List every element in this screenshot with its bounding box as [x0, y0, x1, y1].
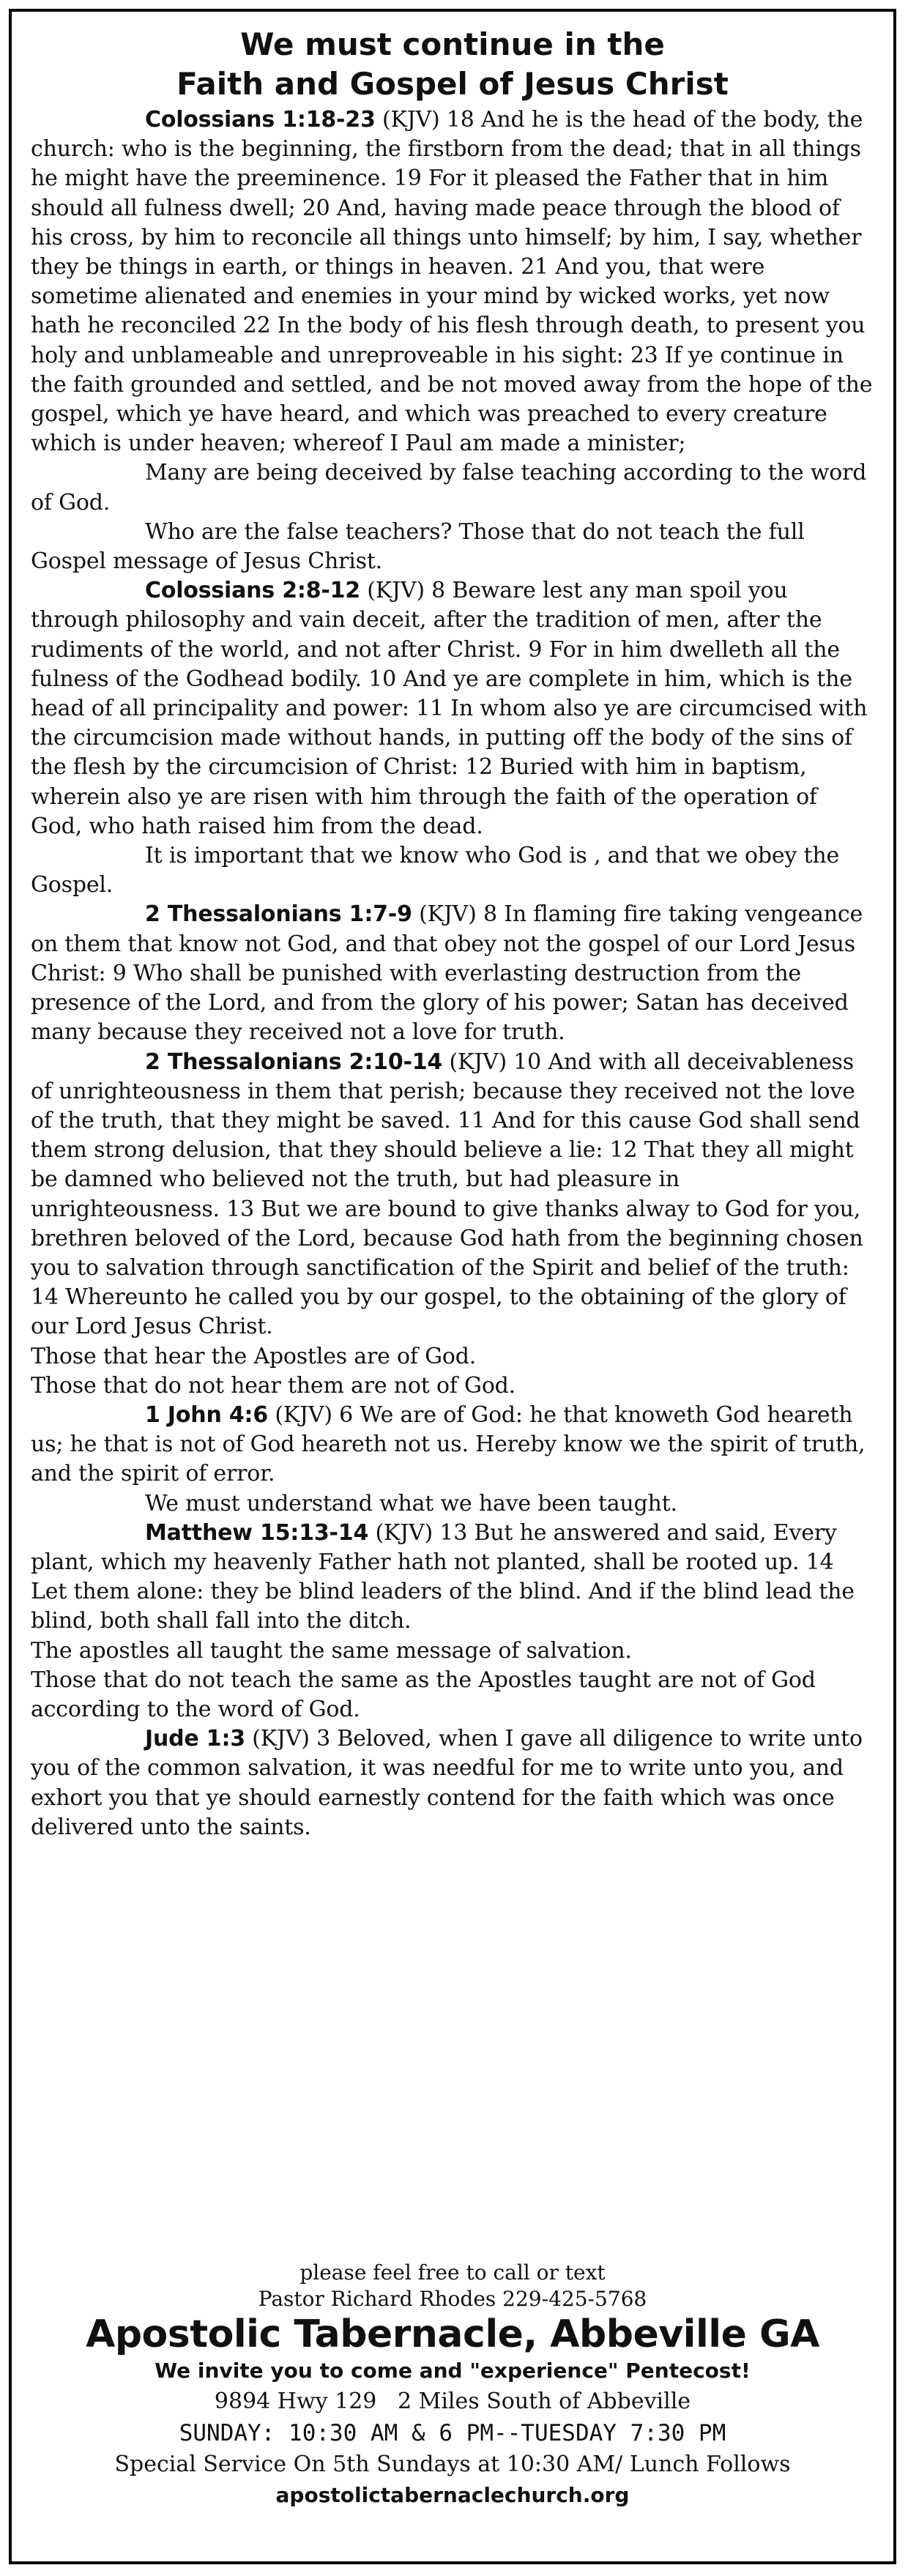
title-line-2: Faith and Gospel of Jesus Christ — [176, 66, 729, 102]
text-paragraph — [31, 1371, 874, 1401]
paragraph-text: Those that do not hear them are not of God. — [31, 1372, 516, 1399]
scripture-paragraph — [31, 1724, 874, 1842]
text-paragraph — [31, 458, 874, 517]
scripture-reference: Matthew 15:13-14 — [145, 1519, 369, 1546]
paragraph-text: Those that hear the Apostles are of God. — [31, 1343, 477, 1369]
paragraph-text: The apostles all taught the same message of salvation. — [31, 1637, 632, 1664]
text-paragraph — [31, 841, 874, 900]
paragraph-text: Many are being deceived by false teaching according to the word of God. — [31, 460, 867, 515]
paragraph-text: (KJV) 18 And he is the head of the body, the church: who is the beginning, the firstborn from the dead; that in all things he might have the preeminence. 19 For it pleased the Father that in him should all fulness dwell; 20 And, having made peace through the blood of his cross, by him to reconcile all things unto himself; by him, I say, whether they be things in earth, or things in heaven. 21 And you, that were sometime alienated and enemies in your mind by wicked works, yet now hath he reconciled 22 In the body of his flesh through death, to present you holy and unblameable and unreproveable in his sight: 23 If ye continue in the faith grounded and settled, and be not moved away from the hope of the gospel, which ye have heard, and which was preached to every creature which is under heaven; whereof I Paul am made a minister; — [31, 107, 873, 457]
church-name: Apostolic Tabernacle, Abbeville GA — [86, 2312, 819, 2356]
text-paragraph — [31, 1666, 874, 1724]
text-paragraph — [31, 1342, 874, 1371]
text-paragraph — [31, 518, 874, 576]
paragraph-text: (KJV) 10 And with all deceivableness of unrighteousness in them that perish; because they received not the love of the truth, that they might be saved. 11 And for this cause God shall send them strong delusion, that they should believe a lie: 12 That they all might be damned who believed not the truth, but had pleasure in unrighteousness. 13 But we are bound to give thanks alway to God for you, brethren beloved of the Lord, because God hath from the beginning chosen you to salvation through sanctification of the Spirit and belief of the truth: 14 Whereunto he called you by our gospel, to the obtaining of the glory of our Lord Jesus Christ. — [31, 1049, 863, 1340]
scripture-paragraph — [31, 1519, 874, 1637]
service-times: SUNDAY: 10:30 AM & 6 PM--TUESDAY 7:30 PM — [179, 2420, 726, 2446]
scripture-paragraph — [31, 1401, 874, 1489]
advertisement-page — [9, 9, 896, 2564]
title-line-1: We must continue in the — [240, 26, 665, 62]
text-paragraph — [31, 1489, 874, 1519]
scripture-paragraph — [31, 105, 874, 458]
scripture-reference: Colossians 2:8-12 — [145, 578, 360, 604]
scripture-reference: Jude 1:3 — [145, 1726, 245, 1752]
address-line: 9894 Hwy 129 2 Miles South of Abbeville — [214, 2389, 691, 2414]
invite-line: We invite you to come and "experience" Pentecost! — [155, 2359, 751, 2383]
special-service: Special Service On 5th Sundays at 10:30 AM/ Lunch Follows — [114, 2452, 791, 2477]
article-content — [31, 25, 874, 1842]
scripture-reference: Colossians 1:18-23 — [145, 107, 376, 133]
paragraph-text: We must understand what we have been taught. — [145, 1490, 677, 1516]
paragraph-text: It is important that we know who God is , and that we obey the Gospel. — [31, 843, 840, 898]
paragraph-text: Who are the false teachers? Those that do not teach the full Gospel message of Jesus Christ. — [31, 518, 805, 575]
paragraph-text: (KJV) 8 In flaming fire taking vengeance on them that know not God, and that obey not the gospel of our Lord Jesus Christ: 9 Who shall be punished with everlasting destruction from the presence of the Lord, and from the glory of his power; Satan has deceived many because they received not a love for truth. — [31, 901, 863, 1046]
paragraph-text: (KJV) 3 Beloved, when I gave all diligence to write unto you of the common salvation, it was needful for me to write unto you, and exhort you that ye should earnestly contend for the faith which was once delivered unto the saints. — [31, 1726, 863, 1840]
scripture-reference: 2 Thessalonians 1:7-9 — [145, 901, 412, 928]
scripture-paragraph — [31, 900, 874, 1047]
contact-line: please feel free to call or text — [299, 2260, 606, 2285]
paragraph-text: (KJV) 8 Beware lest any man spoil you through philosophy and vain deceit, after the tradition of men, after the rudiments of the world, and not after Christ. 9 For in him dwelleth all the fulness of the Godhead bodily. 10 And ye are complete in him, which is the head of all principality and power: 11 In whom also ye are circumcised with the circumcision made without hands, in putting off the body of the sins of the flesh by the circumcision of Christ: 12 Buried with him in baptism, wherein also ye are risen with him through the faith of the operation of God, who hath raised him from the dead. — [31, 578, 868, 839]
pastor-line: Pastor Richard Rhodes 229-425-5768 — [258, 2287, 647, 2311]
scripture-reference: 2 Thessalonians 2:10-14 — [145, 1049, 443, 1075]
church-footer — [19, 2260, 886, 2510]
scripture-reference: 1 John 4:6 — [145, 1401, 268, 1428]
scripture-paragraph — [31, 576, 874, 841]
text-paragraph — [31, 1637, 874, 1666]
scripture-paragraph — [31, 1048, 874, 1342]
paragraph-text: (KJV) 6 We are of God: he that knoweth God heareth us; he that is not of God heareth not us. Hereby know we the spirit of truth, and the spirit of error. — [31, 1401, 866, 1487]
website-link[interactable]: apostolictabernaclechurch.org — [275, 2483, 630, 2507]
article-body — [31, 105, 874, 1842]
paragraph-text: (KJV) 13 But he answered and said, Every plant, which my heavenly Father hath not planted, shall be rooted up. 14 Let them alone: they be blind leaders of the blind. And if the blind lead the blind, both shall fall into the ditch. — [31, 1519, 855, 1634]
paragraph-text: Those that do not teach the same as the Apostles taught are not of God according to the word of God. — [31, 1667, 816, 1722]
article-title — [31, 25, 874, 104]
